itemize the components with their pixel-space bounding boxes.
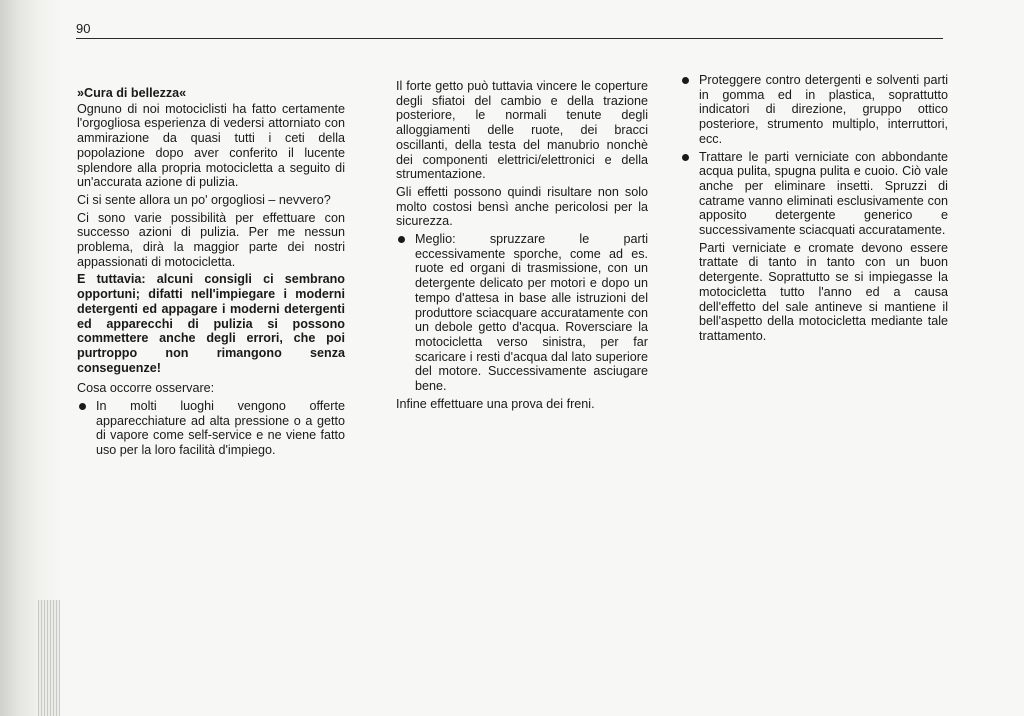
bold-paragraph: E tuttavia: alcuni consigli ci sembrano opportuni; difatti nell'impiegare i moderni detergenti ed appagare i moderni detergenti ed apparecchi di pulizia si possono commettere anche degli errori, che poi purtroppo non rimangono senza conseguenze! [77, 272, 345, 375]
section-heading: »Cura di bellezza« [77, 86, 187, 100]
bullet-item [77, 399, 345, 458]
paragraph: Ci si sente allora un po' orgogliosi – nevvero? [77, 192, 331, 207]
column-3 [680, 73, 948, 347]
header-rule [76, 38, 943, 39]
paragraph: Il forte getto può tuttavia vincere le coperture degli sfiatoi del cambio e della trazione posteriore, le normali tenute degli alloggiamenti delle ruote, dei bracci oscillanti, della testa del manubrio nonchè dei componenti elettrici/elettronici e della strumentazione. [396, 79, 648, 182]
page-number: 90 [76, 21, 91, 36]
bullet-item [396, 232, 648, 394]
bullet-text: In molti luoghi vengono offerte apparecchiature ad alta pressione o a getto di vapore come self-service e ne viene fatto uso per la loro facilità d'impiego. [96, 399, 345, 458]
page-edges [38, 600, 60, 716]
bullet-text: Meglio: spruzzare le parti eccessivamente sporche, come ad es. ruote ed organi di trasmissione, con un detergente delicato per motori e dopo un tempo d'attesa in base alle istruzioni del produttore sciacquare accuratamente con un debole getto d'acqua. Roversciare la motocicletta verso sinistra, per far scaricare i resti d'acqua dal lato superiore del motore. Successivamente asciugare bene. [415, 232, 648, 394]
paragraph: Parti verniciate e cromate devono essere trattate di tanto in tanto con un buon detergente. Soprattutto se si impiegasse la motocicletta tutto l'anno ed a causa dell'effetto del sale antineve si mantiene il bell'aspetto della motocicletta mediante tale trattamento. [699, 240, 948, 343]
column-1 [77, 86, 345, 461]
bullet-icon [398, 236, 405, 243]
column-2 [396, 79, 648, 414]
bullet-text: Proteggere contro detergenti e solventi parti in gomma ed in plastica, soprattutto indicatori di direzione, gruppo ottico posteriore, strumento multiplo, interruttori, ecc. [699, 73, 948, 146]
paragraph: Ci sono varie possibilità per effettuare con successo azioni di pulizia. Per me nessun problema, dirà la maggior parte dei nostri appassionati di motocicletta. [77, 210, 345, 269]
bullet-item [680, 150, 948, 238]
paragraph: Gli effetti possono quindi risultare non solo molto costosi bensì anche pericolosi per la sicurezza. [396, 184, 648, 229]
paragraph: Ognuno di noi motociclisti ha fatto certamente l'orgogliosa esperienza di vedersi attorniato con ammirazione da quasi tutti i ceti della popolazione dopo aver conferito il lucente splendore alla propria motocicletta a seguito di un'accurata azione di pulizia. [77, 101, 345, 190]
bullet-icon [79, 403, 86, 410]
bullet-item [680, 73, 948, 147]
paragraph: Cosa occorre osservare: [77, 381, 215, 396]
paragraph: Infine effettuare una prova dei freni. [396, 396, 595, 411]
bullet-icon [682, 77, 689, 84]
bullet-text: Trattare le parti verniciate con abbondante acqua pulita, spugna pulita e cuoio. Ciò vale anche per eliminare insetti. Spruzzi di catrame vanno eliminati esclusivamente con apposito detergente generico e successivamente sciacquati accuratamente. [699, 149, 948, 238]
bullet-icon [682, 154, 689, 161]
